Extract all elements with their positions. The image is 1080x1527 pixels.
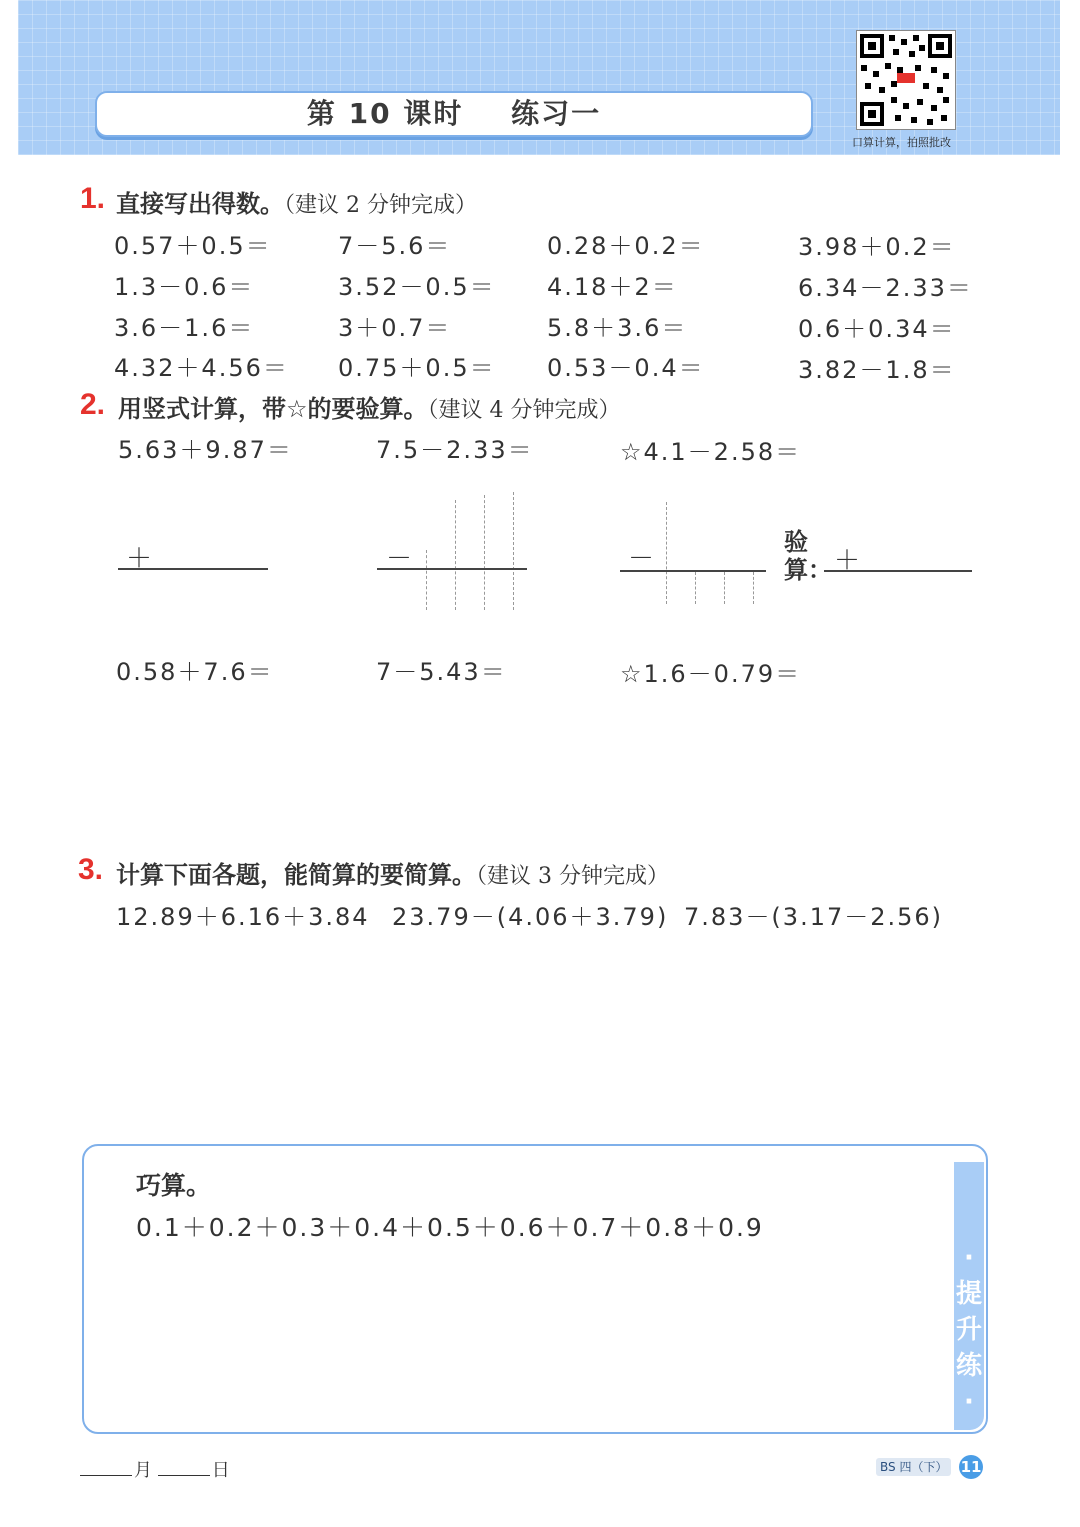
- lesson-title: 练习一: [511, 97, 602, 130]
- qr-caption: 口算计算，拍照批改: [852, 136, 951, 149]
- guide-line: [455, 500, 456, 610]
- q2-item: ☆4.1－2.58＝: [620, 438, 802, 466]
- month-label: 月: [134, 1460, 152, 1481]
- month-blank[interactable]: [80, 1475, 132, 1476]
- q2-hint: （建议 4 分钟完成）: [427, 398, 621, 423]
- q1-item: 0.57＋0.5＝: [114, 232, 272, 260]
- edition-label: BS 四（下）: [876, 1458, 951, 1476]
- minus-sign: －: [386, 544, 413, 574]
- page-number: 11: [959, 1455, 983, 1479]
- q1-item: 3.6－1.6＝: [114, 314, 255, 342]
- q1-item: 5.8＋3.6＝: [547, 314, 688, 342]
- q2-title: [118, 389, 621, 424]
- q3-title-text: 计算下面各题，能简算的要简算。: [116, 861, 476, 889]
- plus-sign: ＋: [834, 546, 861, 576]
- lesson-label: 第 10 课时: [306, 97, 464, 130]
- guide-line: [484, 495, 485, 610]
- day-blank[interactable]: [158, 1475, 210, 1476]
- q2-item: 7.5－2.33＝: [376, 436, 534, 464]
- q1-item: 7－5.6＝: [338, 232, 452, 260]
- guide-line: [426, 550, 427, 610]
- q1-item: 0.75＋0.5＝: [338, 354, 496, 382]
- check-label: 验算：: [784, 528, 832, 584]
- page-title: [95, 91, 813, 137]
- q3-item: 7.83－(3.17－2.56): [684, 903, 944, 931]
- extension-box: [82, 1144, 988, 1434]
- calc-line: [377, 568, 527, 570]
- q2-item: 7－5.43＝: [376, 658, 507, 686]
- q1-item: 4.32＋4.56＝: [114, 354, 289, 382]
- q1-item: 1.3－0.6＝: [114, 273, 255, 301]
- q2-item: 0.58＋7.6＝: [116, 658, 274, 686]
- extension-side-label: ·提升练·: [955, 1243, 982, 1417]
- q1-item: 3.52－0.5＝: [338, 273, 496, 301]
- guide-line: [753, 572, 754, 604]
- guide-line: [666, 502, 667, 604]
- qr-code-icon[interactable]: [856, 30, 956, 130]
- calc-line: [620, 570, 766, 572]
- guide-line: [695, 572, 696, 604]
- day-label: 日: [211, 1460, 230, 1481]
- calc-line: [824, 570, 972, 572]
- guide-line: [513, 492, 514, 610]
- q1-item: 0.53－0.4＝: [547, 354, 705, 382]
- extension-expression: 0.1＋0.2＋0.3＋0.4＋0.5＋0.6＋0.7＋0.8＋0.9: [136, 1213, 764, 1242]
- q3-title: [116, 855, 669, 890]
- minus-sign: －: [628, 544, 655, 574]
- q3-number: 3.: [78, 853, 104, 886]
- q1-item: 0.6＋0.34＝: [798, 315, 956, 343]
- plus-sign: ＋: [126, 544, 153, 574]
- q2-item: ☆1.6－0.79＝: [620, 660, 802, 688]
- q1-item: 3.82－1.8＝: [798, 356, 956, 384]
- q3-hint: （建议 3 分钟完成）: [476, 864, 669, 889]
- q1-item: 4.18＋2＝: [547, 273, 678, 301]
- q1-title: [116, 184, 477, 219]
- q3-item: 12.89＋6.16＋3.84: [116, 903, 370, 931]
- q1-item: 0.28＋0.2＝: [547, 232, 705, 260]
- q2-number: 2.: [80, 388, 106, 421]
- q1-item: 6.34－2.33＝: [798, 274, 973, 302]
- calc-line: [118, 568, 268, 570]
- q2-item: 5.63＋9.87＝: [118, 436, 293, 464]
- q1-item: 3.98＋0.2＝: [798, 233, 956, 261]
- guide-line: [724, 572, 725, 604]
- q1-item: 3＋0.7＝: [338, 314, 452, 342]
- date-field[interactable]: [80, 1456, 230, 1482]
- extension-title: 巧算。: [136, 1171, 212, 1200]
- q1-number: 1.: [80, 182, 106, 215]
- q1-title-text: 直接写出得数。: [116, 190, 284, 218]
- q3-item: 23.79－(4.06＋3.79): [392, 903, 669, 931]
- q1-hint: （建议 2 分钟完成）: [284, 193, 477, 218]
- q2-title-text: 用竖式计算，带☆的要验算。: [118, 395, 428, 423]
